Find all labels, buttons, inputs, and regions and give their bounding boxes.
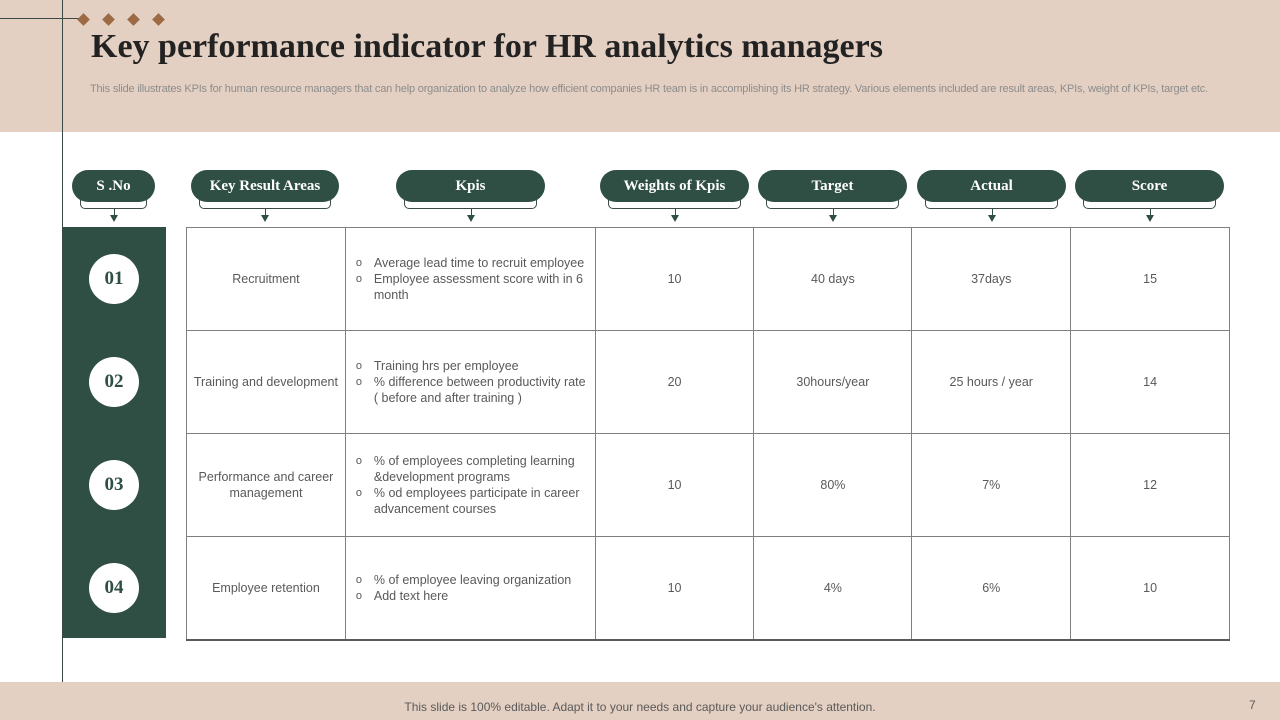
arrow-down-icon [471, 209, 472, 218]
score-cell: 14 [1071, 331, 1230, 434]
kpi-bullet-item: o % od employees participate in career advancement courses [356, 485, 587, 517]
serial-number-badge: 04 [89, 563, 139, 613]
column-header-weights: Weights of Kpis [600, 170, 749, 202]
table-row [187, 537, 1230, 640]
serial-number-badge: 01 [89, 254, 139, 304]
column-header-sno: S .No [72, 170, 155, 202]
arrow-down-icon [265, 209, 266, 218]
key-result-area-cell: Performance and career management [187, 434, 346, 537]
decorative-horizontal-line [0, 18, 80, 19]
target-cell: 30hours/year [754, 331, 912, 434]
arrow-down-icon [992, 209, 993, 218]
arrow-down-icon [1150, 209, 1151, 218]
target-cell: 40 days [754, 228, 912, 331]
kpi-bullet-item: o % of employee leaving organization [356, 572, 587, 588]
actual-cell: 6% [912, 537, 1071, 640]
kpi-bullet-item: o Training hrs per employee [356, 358, 587, 374]
arrow-down-icon [675, 209, 676, 218]
table-row [187, 331, 1230, 434]
arrow-down-icon [833, 209, 834, 218]
weight-cell: 10 [595, 537, 754, 640]
kpi-bullet-item: o Employee assessment score with in 6 month [356, 271, 587, 303]
page-title: Key performance indicator for HR analytics managers [91, 28, 883, 65]
kpi-bullet-item: o % difference between productivity rate ( before and after training ) [356, 374, 587, 406]
table-row [187, 434, 1230, 537]
column-header-key-result-areas: Key Result Areas [191, 170, 339, 202]
target-cell: 4% [754, 537, 912, 640]
key-result-area-cell: Employee retention [187, 537, 346, 640]
kpis-cell [345, 537, 595, 640]
arrow-down-icon [114, 209, 115, 218]
weight-cell: 10 [595, 434, 754, 537]
key-result-area-cell: Training and development [187, 331, 346, 434]
header-band [0, 0, 1280, 132]
kpi-bullet-item: o % of employees completing learning &development programs [356, 453, 587, 485]
column-header-actual: Actual [917, 170, 1066, 202]
table-row [187, 228, 1230, 331]
kpi-bullet-item: o Average lead time to recruit employee [356, 255, 587, 271]
page-number: 7 [1249, 698, 1256, 712]
column-header-kpis: Kpis [396, 170, 545, 202]
kpi-table [186, 227, 1230, 641]
serial-number-badge: 02 [89, 357, 139, 407]
actual-cell: 37days [912, 228, 1071, 331]
target-cell: 80% [754, 434, 912, 537]
key-result-area-cell: Recruitment [187, 228, 346, 331]
actual-cell: 25 hours / year [912, 331, 1071, 434]
score-cell: 10 [1071, 537, 1230, 640]
score-cell: 15 [1071, 228, 1230, 331]
column-header-target: Target [758, 170, 907, 202]
kpis-cell [345, 331, 595, 434]
kpi-bullet-item: o Add text here [356, 588, 587, 604]
page-subtitle: This slide illustrates KPIs for human resource managers that can help organization to analyze how efficient companies HR team is in accomplishing its HR strategy. Various elements included are result areas, KPIs, weight of KPIs, target etc. [90, 83, 1208, 95]
column-header-score: Score [1075, 170, 1224, 202]
kpis-cell [345, 434, 595, 537]
serial-number-badge: 03 [89, 460, 139, 510]
actual-cell: 7% [912, 434, 1071, 537]
weight-cell: 20 [595, 331, 754, 434]
score-cell: 12 [1071, 434, 1230, 537]
weight-cell: 10 [595, 228, 754, 331]
footer-text: This slide is 100% editable. Adapt it to your needs and capture your audience's attention. [404, 700, 876, 714]
kpis-cell [345, 228, 595, 331]
